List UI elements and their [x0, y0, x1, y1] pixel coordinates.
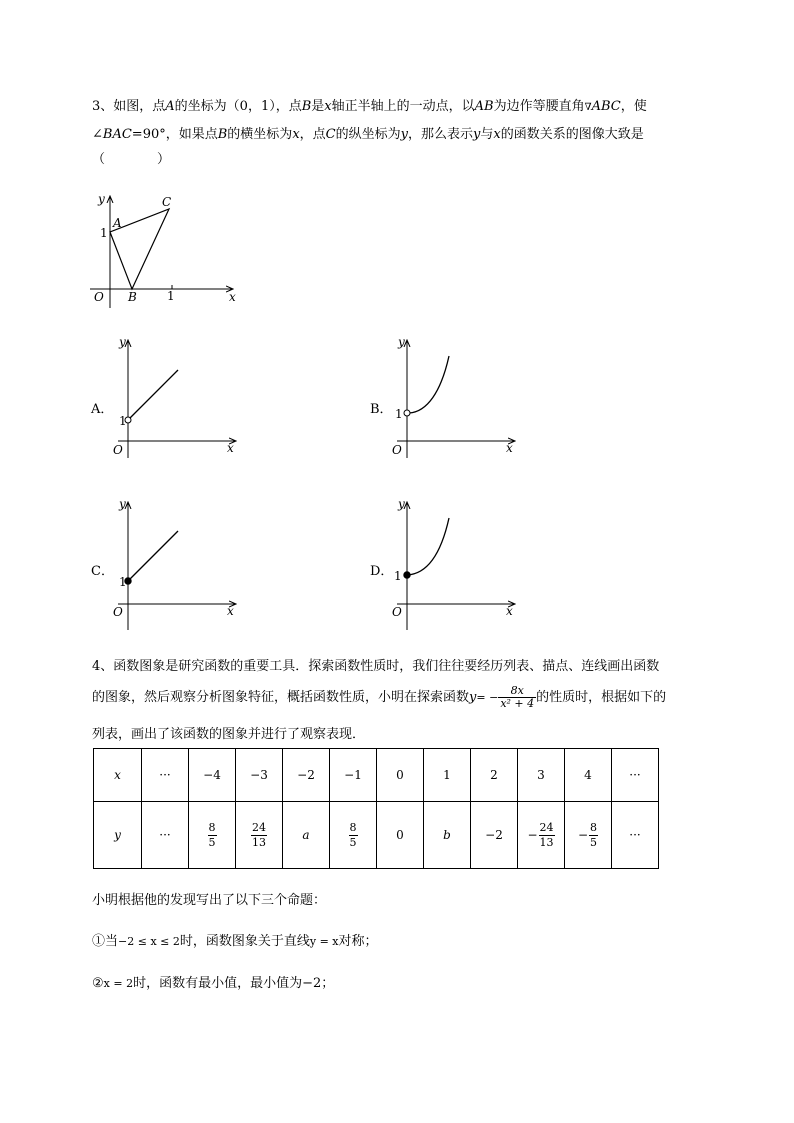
point-a-label: A — [113, 216, 122, 230]
fraction-numerator: 8 — [349, 820, 357, 834]
q4-after-table: 小明根据他的发现写出了以下三个命题： — [92, 893, 327, 908]
x-label: x — [227, 441, 234, 455]
text: =90°，如果点 — [131, 127, 218, 142]
table-cell — [330, 802, 377, 869]
fraction-denominator: 5 — [208, 835, 216, 849]
table-cell — [518, 802, 565, 869]
var-y: y — [400, 127, 408, 142]
text: ①当 — [92, 934, 119, 949]
var-C: C — [325, 127, 336, 142]
origin-label: O — [113, 443, 123, 457]
minus-sign: − — [577, 828, 589, 842]
x-one-label: 1 — [167, 289, 175, 303]
y-label: y — [398, 335, 405, 349]
y-one-label: 1 — [119, 414, 127, 428]
x-label: x — [229, 290, 236, 304]
table-cell: 2 — [471, 749, 518, 802]
function-line — [128, 531, 178, 581]
inequality: −2 ≤ x ≤ 2 — [118, 935, 180, 948]
text: ，使 — [620, 99, 647, 114]
y-label: y — [119, 497, 126, 511]
text: 的坐标为（0，1），点 — [174, 99, 302, 114]
table-cell — [189, 802, 236, 869]
table-cell: ··· — [142, 802, 189, 869]
fraction-numerator: 8 — [590, 820, 598, 834]
q3-answer-blank: （ ） — [92, 152, 171, 167]
text: 对称； — [338, 934, 378, 949]
text: 的横坐标为 — [227, 127, 293, 142]
text: ② — [92, 976, 104, 991]
table-cell: 0 — [377, 749, 424, 802]
origin-label: O — [94, 290, 104, 304]
x-label: x — [506, 441, 513, 455]
fraction-denominator: 13 — [539, 835, 554, 849]
q3-figure — [88, 188, 248, 310]
option-b-label[interactable]: B． — [370, 402, 393, 417]
y-one-label: 1 — [394, 569, 402, 583]
table-cell — [236, 802, 283, 869]
table-cell: ··· — [142, 749, 189, 802]
option-d-label[interactable]: D． — [370, 564, 394, 579]
fraction — [208, 821, 217, 850]
minus-sign: − — [527, 828, 538, 842]
equation: x = 2 — [103, 977, 134, 990]
line-equation: y = x — [309, 935, 339, 948]
function-fraction — [498, 685, 536, 710]
fraction-denominator: 5 — [349, 835, 357, 849]
angle-symbol: ∠ — [92, 127, 103, 142]
option-a-graph[interactable] — [110, 334, 240, 460]
option-d-graph[interactable] — [389, 496, 519, 632]
fraction — [589, 821, 598, 850]
text: 的图象，然后观察分析图象特征，概括函数性质，小明在探索函数 — [92, 690, 470, 705]
proposition-2 — [92, 976, 334, 992]
text: ，点 — [299, 127, 326, 142]
var-x: x — [324, 99, 332, 114]
var-ABC: ABC — [591, 99, 621, 114]
table-cell: a — [283, 802, 330, 869]
q3-line1 — [92, 99, 647, 116]
table-cell: 1 — [424, 749, 471, 802]
var-y: y — [473, 127, 481, 142]
closed-point — [404, 572, 410, 578]
y-label: y — [398, 497, 405, 511]
fraction — [349, 821, 358, 850]
text: 3、如图，点 — [92, 99, 166, 114]
table-cell: 0 — [377, 802, 424, 869]
text: 为边作等腰直角 — [493, 99, 585, 114]
var-BAC: BAC — [102, 127, 132, 142]
table-row — [94, 749, 659, 802]
var-A: A — [165, 99, 175, 114]
table-cell: −2 — [283, 749, 330, 802]
fraction-denominator: 13 — [252, 835, 266, 849]
point-c-label: C — [162, 195, 172, 209]
table-cell: −3 — [236, 749, 283, 802]
var-x: x — [493, 127, 501, 142]
var-B: B — [217, 127, 228, 142]
y-one-label: 1 — [119, 575, 127, 589]
text: 与 — [480, 127, 494, 142]
var-B: B — [301, 99, 312, 114]
y-label: y — [98, 192, 105, 206]
value-table — [93, 748, 659, 869]
text: 时，函数图象关于直线 — [179, 934, 310, 949]
triangle-symbol: ∇ — [584, 102, 592, 113]
table-cell: x — [94, 749, 142, 802]
y-one-label: 1 — [395, 407, 403, 421]
text: 轴正半轴上的一动点，以 — [331, 99, 475, 114]
table-cell: b — [424, 802, 471, 869]
y-label: y — [119, 335, 126, 349]
open-point — [404, 410, 410, 416]
var-y: y — [469, 690, 477, 705]
function-line — [130, 370, 178, 418]
table-cell: 4 — [565, 749, 612, 802]
table-cell: ··· — [612, 802, 659, 869]
fraction — [539, 821, 555, 850]
var-AB: AB — [474, 99, 494, 114]
origin-label: O — [392, 605, 402, 619]
function-curve — [409, 356, 449, 413]
option-b-graph[interactable] — [389, 334, 519, 460]
x-label: x — [506, 604, 513, 618]
q4-line1: 4、函数图象是研究函数的重要工具．探索函数性质时，我们往往要经历列表、描点、连线画出函数 — [92, 659, 660, 674]
table-cell: −2 — [471, 802, 518, 869]
function-curve — [407, 518, 449, 575]
table-row — [94, 802, 659, 869]
proposition-1 — [92, 934, 378, 950]
point-b-label: B — [128, 290, 137, 304]
fraction-denominator: 5 — [590, 835, 598, 849]
fraction — [251, 821, 267, 850]
origin-label: O — [113, 605, 123, 619]
fraction-numerator: 8 — [208, 820, 216, 834]
q3-line2 — [92, 127, 644, 143]
text: 是 — [311, 99, 325, 114]
fraction-numerator: 8x — [498, 685, 536, 698]
option-c-graph[interactable] — [110, 496, 240, 632]
fraction-numerator: 24 — [539, 820, 554, 834]
text: ，那么表示 — [408, 127, 474, 142]
text: 的性质时，根据如下的 — [536, 690, 667, 705]
table-cell — [565, 802, 612, 869]
origin-label: O — [392, 443, 402, 457]
x-label: x — [227, 604, 234, 618]
option-a-label[interactable]: A． — [91, 402, 114, 417]
q4-line2 — [92, 684, 666, 712]
text: 的纵坐标为 — [335, 127, 401, 142]
q4-line3: 列表，画出了该函数的图象并进行了观察表现． — [92, 727, 366, 742]
text: 的函数关系的图像大致是 — [500, 127, 644, 142]
table-cell: ··· — [612, 749, 659, 802]
table-cell: −4 — [189, 749, 236, 802]
table-cell: −1 — [330, 749, 377, 802]
equals-minus: = − — [476, 691, 499, 704]
var-x: x — [292, 127, 300, 142]
fraction-denominator: x² + 4 — [500, 697, 535, 710]
text: 时，函数有最小值，最小值为−2； — [133, 976, 335, 991]
option-c-label[interactable]: C． — [91, 564, 114, 579]
table-cell: y — [94, 802, 142, 869]
fraction-numerator: 24 — [252, 820, 266, 834]
y-one-label: 1 — [100, 226, 108, 240]
table-cell: 3 — [518, 749, 565, 802]
